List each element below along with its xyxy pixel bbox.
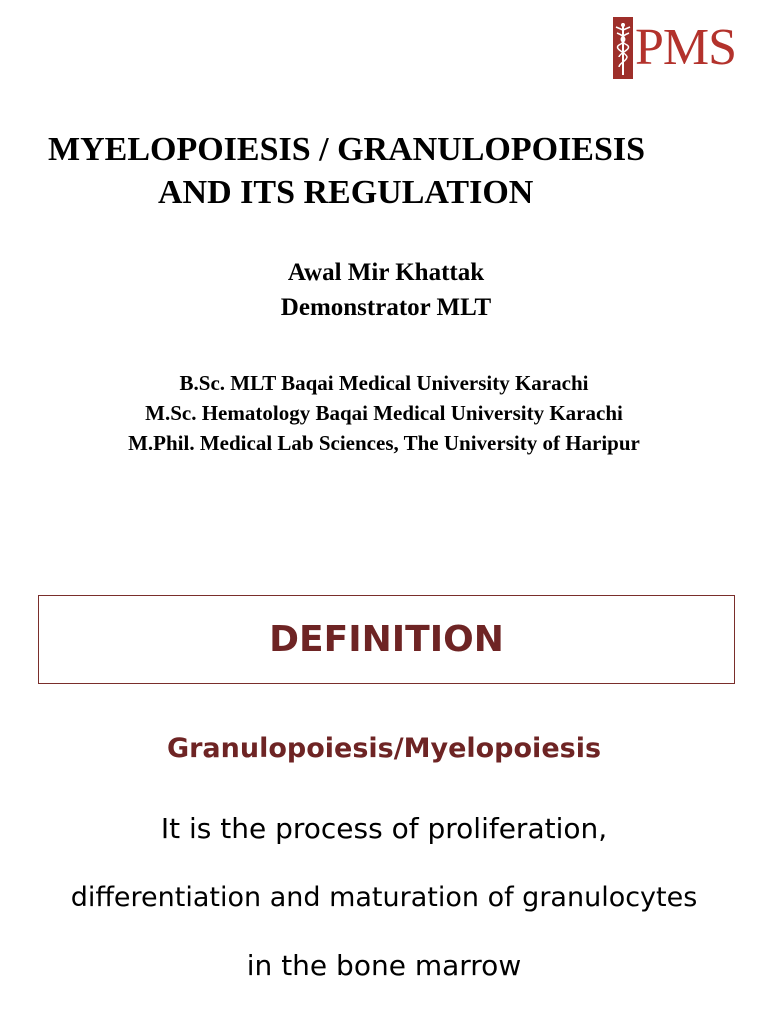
qualification-item: M.Sc. Hematology Baqai Medical University Karachi [145, 401, 623, 425]
qualifications-list [0, 368, 768, 458]
definition-subheading: Granulopoiesis/Myelopoiesis [166, 733, 602, 764]
caduceus-icon [613, 17, 633, 79]
definition-heading-box [38, 595, 735, 684]
definition-slide [0, 512, 768, 1024]
definition-body-line: differentiation and maturation of granulocytes [70, 882, 698, 913]
title-line-2: AND ITS REGULATION [158, 174, 534, 211]
qualification-item: M.Phil. Medical Lab Sciences, The University of Haripur [128, 431, 640, 455]
presentation-title [0, 128, 768, 214]
author-name: Awal Mir Khattak [287, 259, 485, 286]
logo-text: PMS [635, 19, 737, 76]
title-line-1: MYELOPOIESIS / GRANULOPOIESIS [48, 131, 646, 168]
definition-body-line: It is the process of proliferation, [160, 812, 608, 845]
qualification-item: B.Sc. MLT Baqai Medical University Karachi [179, 371, 589, 395]
definition-heading: DEFINITION [269, 619, 504, 660]
definition-body-line: in the bone marrow [246, 949, 522, 982]
pms-logo [613, 17, 736, 79]
author-role: Demonstrator MLT [280, 294, 492, 321]
